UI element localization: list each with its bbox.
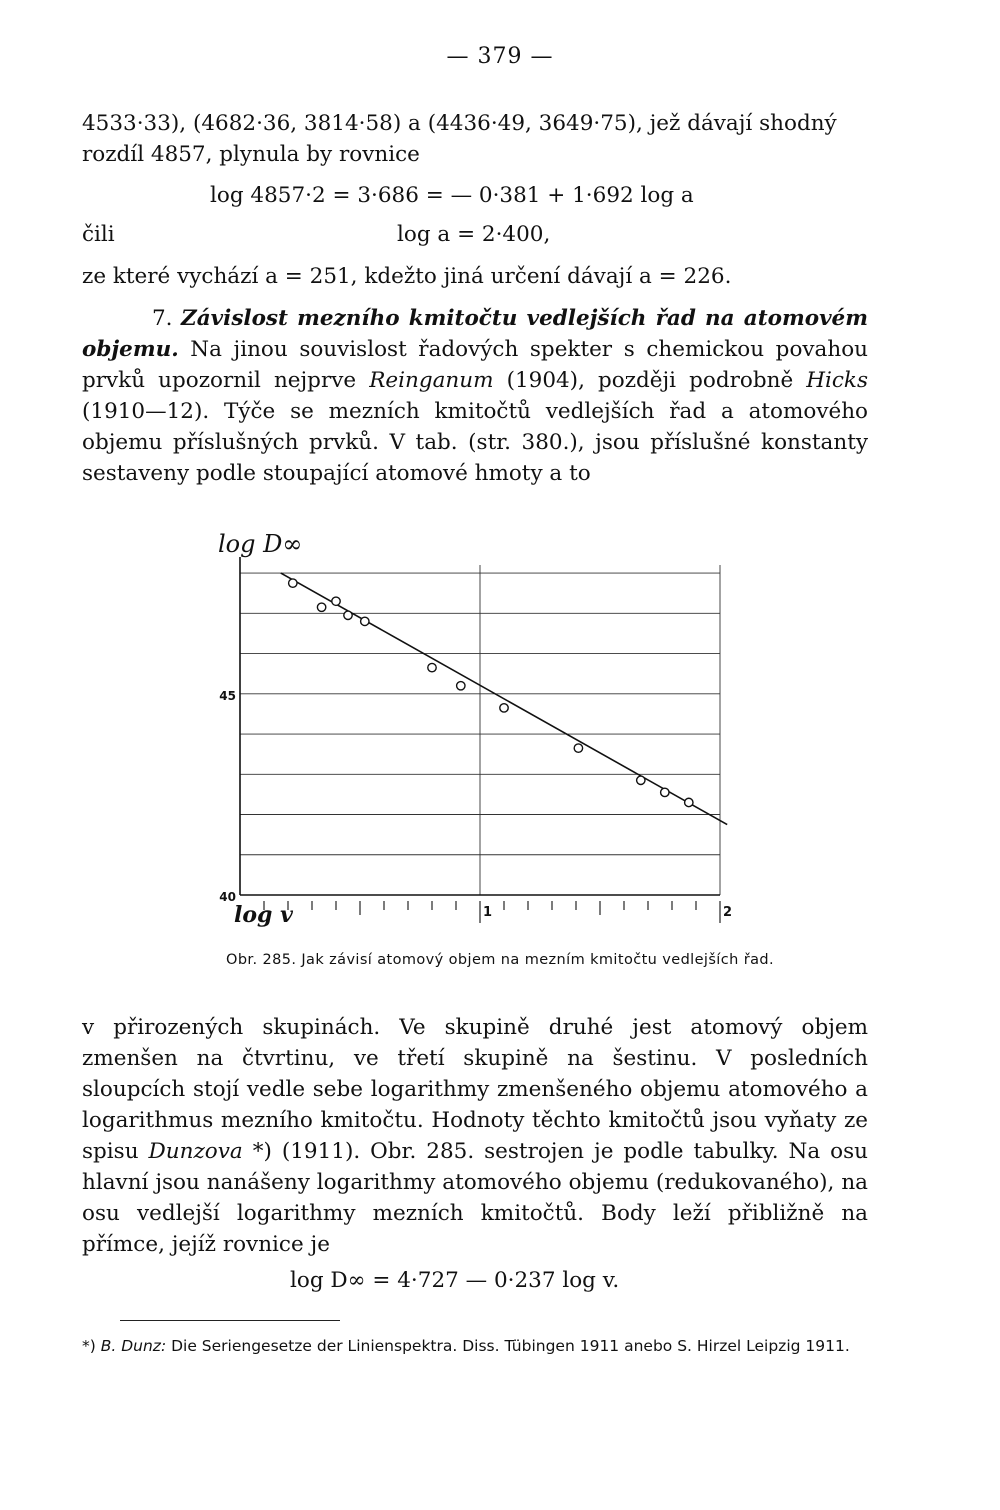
data-point bbox=[344, 611, 352, 619]
footnote-marker: *) bbox=[82, 1337, 101, 1355]
paragraph-2 bbox=[82, 1012, 868, 1260]
footnote-text: Die Seriengesetze der Linienspektra. Diss. Tübingen 1911 anebo S. Hirzel Leipzig 1911. bbox=[166, 1337, 850, 1355]
intro-line-1: 4533·33), (4682·36, 3814·58) a (4436·49, 3649·75), jež dávají shodný bbox=[82, 111, 837, 136]
y-tick-label: 40 bbox=[219, 890, 236, 904]
intro-paragraph bbox=[82, 108, 868, 170]
footnote-author: B. Dunz: bbox=[100, 1337, 167, 1355]
page-number: — 379 — bbox=[446, 44, 554, 69]
footnote bbox=[82, 1333, 868, 1360]
data-point bbox=[317, 603, 325, 611]
paragraph-2-text-b: *) (1911). Obr. 285. sestrojen je podle tabulky. Na osu hlavní jsou nanášeny logarithmy atomového objemu (redukovaného), na osu vedlejší logarithmy mezních kmitočtů. Body leží přibližně na přímce, jejíž rovnice je bbox=[82, 1139, 868, 1257]
data-point bbox=[661, 788, 669, 796]
footnote-rule bbox=[120, 1320, 340, 1321]
equation-log-4857: log 4857·2 = 3·686 = — 0·381 + 1·692 log a bbox=[210, 183, 694, 208]
equation-log-a: log a = 2·400, bbox=[397, 222, 551, 247]
data-point bbox=[457, 682, 465, 690]
intro-line-2: rozdíl 4857, plynula by rovnice bbox=[82, 142, 420, 167]
x-tick-label: 2 bbox=[723, 905, 733, 920]
data-point bbox=[289, 579, 297, 587]
data-point bbox=[500, 704, 508, 712]
paragraph-2-text-a: v přirozených skupinách. Ve skupině druhé jest atomový objem zmenšen na čtvrtinu, ve třetí skupině na šestinu. V posledních sloupcích stojí vedle sebe logarithmy zmenšeného objemu atomového a logarithmus mezního kmitočtu. Hodnoty těchto kmitočtů jsou vyňaty ze spisu bbox=[82, 1015, 868, 1164]
figure-caption: Obr. 285. Jak závisí atomový objem na mezním kmitočtu vedlejších řad. bbox=[226, 952, 774, 968]
data-point bbox=[685, 798, 693, 806]
y-axis-label: log D∞ bbox=[218, 530, 303, 558]
figure-285-chart bbox=[200, 520, 760, 930]
author-reinganum: Reinganum bbox=[369, 368, 494, 393]
equation-log-d: log D∞ = 4·727 — 0·237 log v. bbox=[290, 1268, 620, 1293]
author-hicks: Hicks bbox=[806, 368, 868, 393]
data-point bbox=[574, 744, 582, 752]
section-7-paragraph bbox=[82, 303, 868, 489]
chart-grid bbox=[240, 565, 720, 895]
x-axis-label: log v bbox=[234, 902, 293, 928]
section-text-a: Na jinou souvislost řadových spekter s chemickou povahou prvků upozornil nejprve bbox=[82, 337, 868, 393]
ze-line: ze které vychází a = 251, kdežto jiná určení dávají a = 226. bbox=[82, 264, 732, 289]
x-tick-labels bbox=[483, 905, 732, 920]
y-tick-label: 45 bbox=[219, 688, 236, 703]
data-point bbox=[637, 776, 645, 784]
section-text-b: (1904), později podrobně bbox=[493, 368, 807, 393]
data-point bbox=[361, 617, 369, 625]
data-point bbox=[428, 663, 436, 671]
section-number: 7. bbox=[152, 306, 173, 331]
author-dunz: Dunzova bbox=[148, 1139, 243, 1164]
cili-label: čili bbox=[82, 222, 115, 247]
section-text-c: (1910—12). Týče se mezních kmitočtů vedlejších řad a atomového objemu příslušných prvků. V tab. (str. 380.), jsou příslušné konstanty sestaveny podle stoupající atomové hmoty a to bbox=[82, 399, 868, 486]
data-point bbox=[332, 597, 340, 605]
y-tick-labels bbox=[219, 689, 236, 904]
x-tick-label: 1 bbox=[483, 905, 493, 920]
section-heading: Závislost mezního kmitočtu vedlejších řad na atomovém objemu. bbox=[82, 306, 868, 362]
